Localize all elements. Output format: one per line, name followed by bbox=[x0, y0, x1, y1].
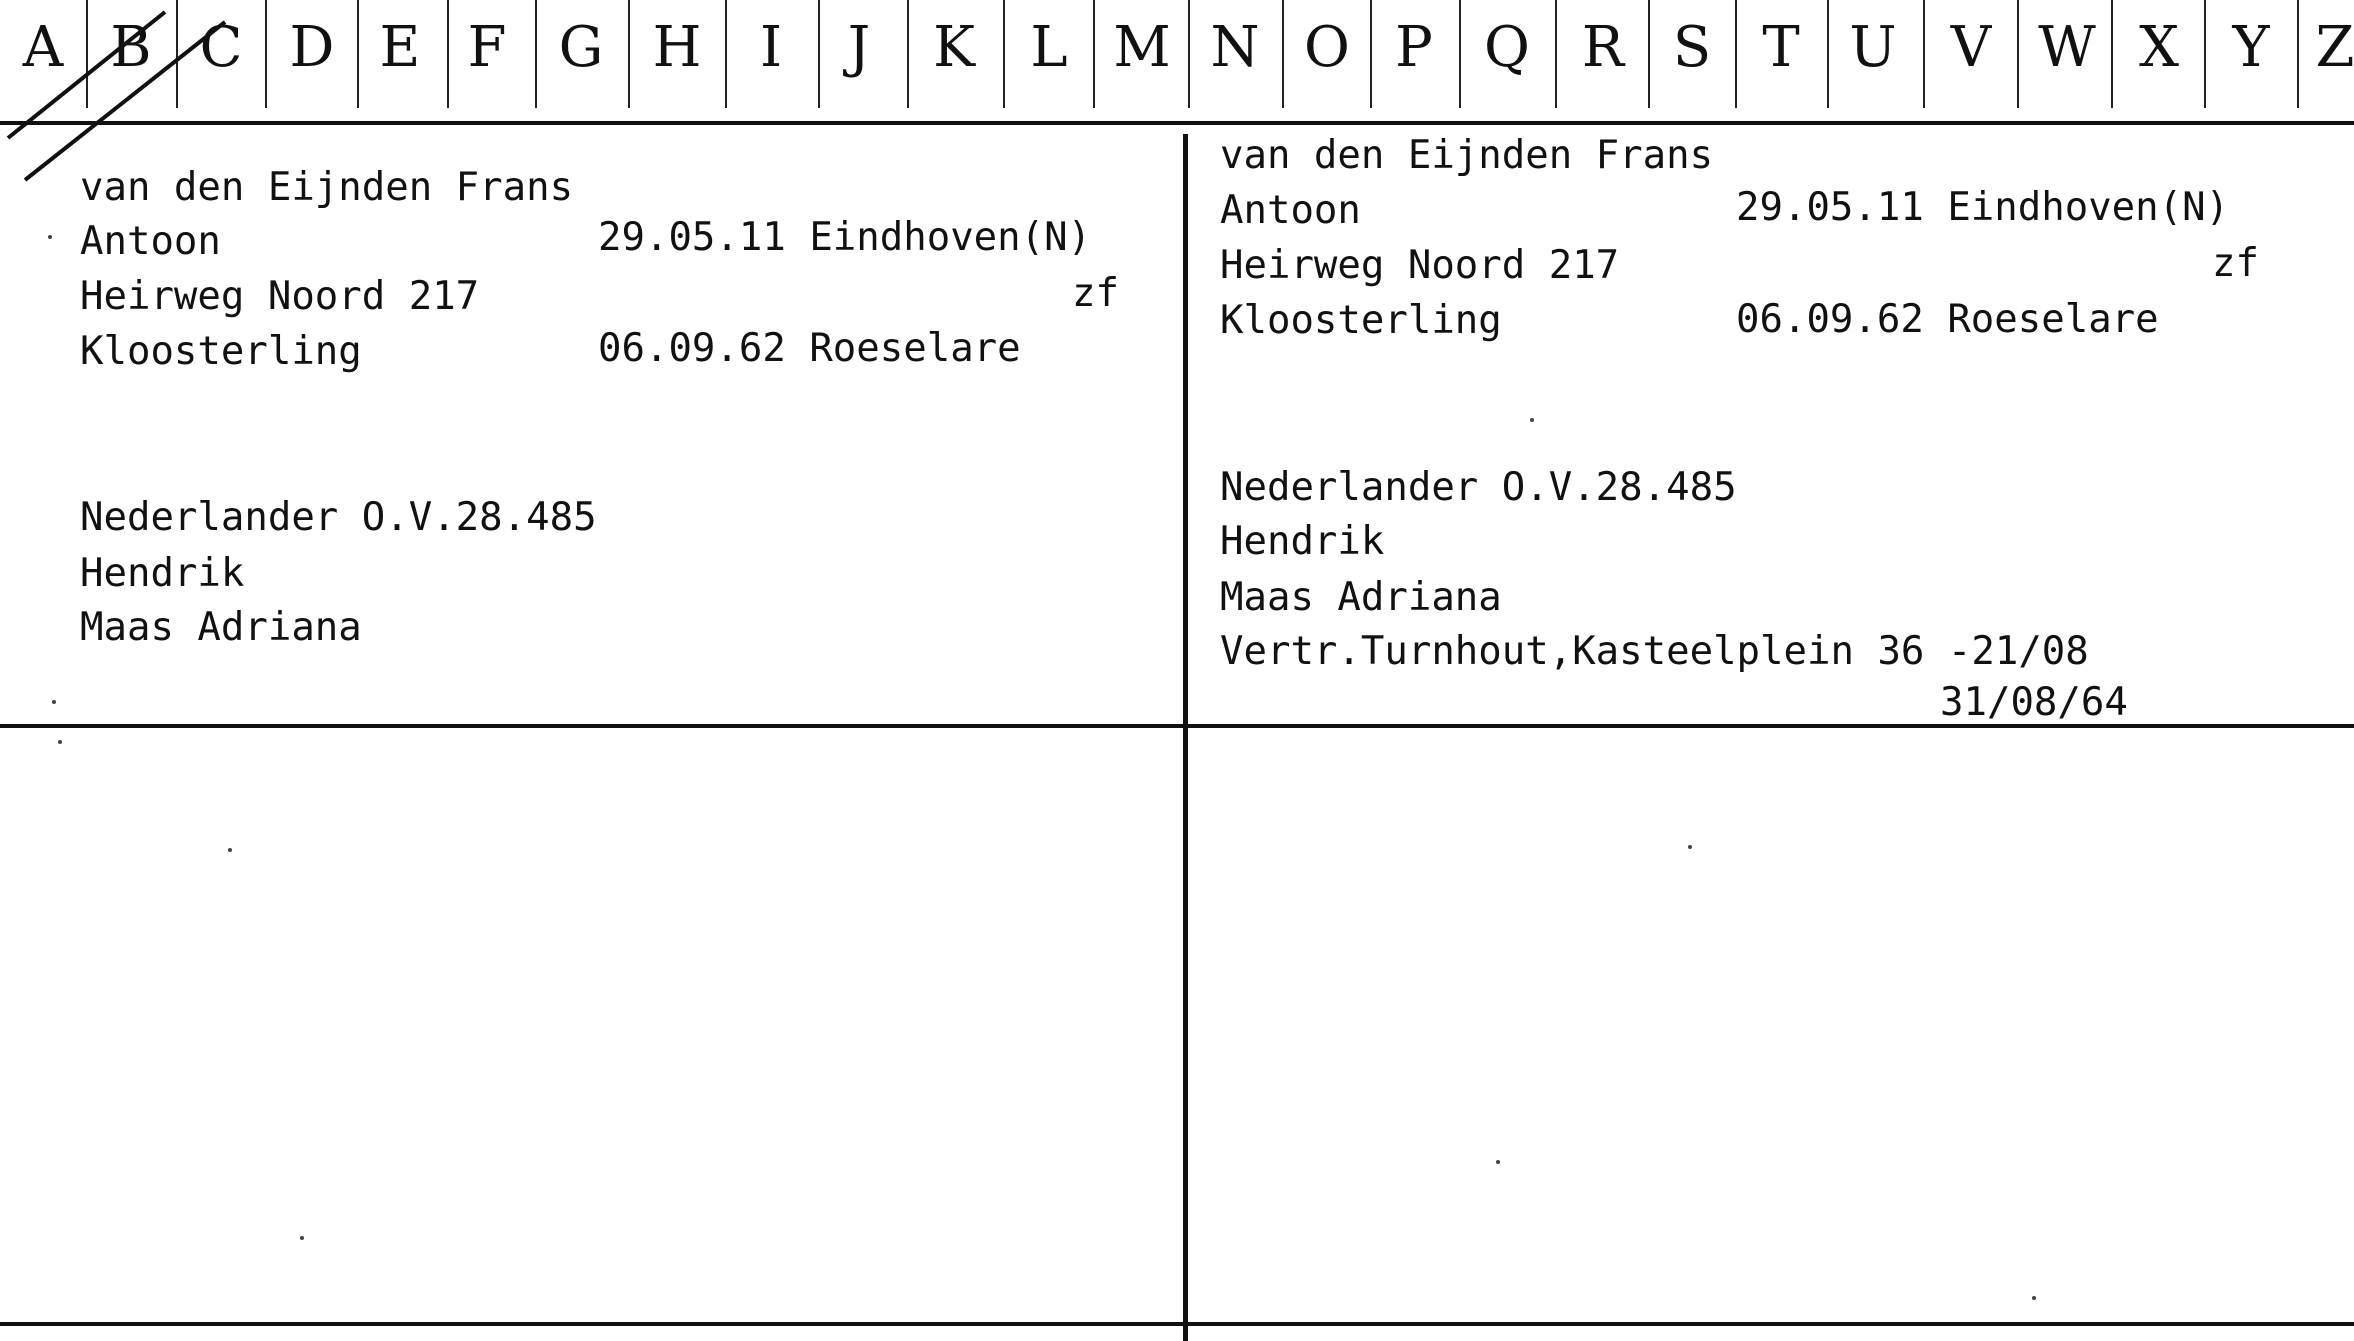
letter-tab-k: K bbox=[933, 15, 975, 80]
letter-tab-e: E bbox=[379, 15, 421, 80]
left-father: Hendrik bbox=[80, 551, 245, 596]
right-departure-date: 31/08/64 bbox=[1940, 680, 2128, 725]
right-address: Heirweg Noord 217 bbox=[1220, 243, 1620, 288]
letter-divider bbox=[2111, 0, 2113, 108]
left-town: Kloosterling bbox=[80, 329, 362, 374]
letter-divider bbox=[1282, 0, 1284, 108]
header-rule bbox=[0, 121, 2354, 125]
letter-divider bbox=[2297, 0, 2299, 108]
letter-divider bbox=[628, 0, 630, 108]
letter-divider bbox=[2204, 0, 2206, 108]
letter-divider bbox=[2017, 0, 2019, 108]
scan-speck bbox=[52, 700, 56, 704]
scan-speck bbox=[58, 740, 62, 744]
letter-tab-h: H bbox=[652, 15, 702, 80]
right-nationality: Nederlander O.V.28.485 bbox=[1220, 465, 1737, 510]
card-divider-vertical bbox=[1183, 134, 1188, 1341]
right-arrival: 06.09.62 Roeselare bbox=[1736, 297, 2159, 342]
right-birth: 29.05.11 Eindhoven(N) bbox=[1736, 185, 2230, 230]
letter-tab-l: L bbox=[1030, 15, 1068, 80]
bottom-rule-right bbox=[1188, 1322, 2354, 1326]
letter-tab-d: D bbox=[289, 15, 335, 80]
left-mother: Maas Adriana bbox=[80, 605, 362, 650]
letter-tab-s: S bbox=[1672, 15, 1712, 80]
scan-speck bbox=[1530, 418, 1534, 422]
letter-tab-g: G bbox=[558, 15, 604, 80]
right-mother: Maas Adriana bbox=[1220, 575, 1502, 620]
letter-divider bbox=[1827, 0, 1829, 108]
letter-tab-q: Q bbox=[1484, 15, 1530, 80]
letter-divider bbox=[1735, 0, 1737, 108]
letter-tab-r: R bbox=[1581, 15, 1625, 80]
scan-speck bbox=[1688, 845, 1692, 849]
letter-divider bbox=[1093, 0, 1095, 108]
letter-divider bbox=[265, 0, 267, 108]
letter-divider bbox=[1459, 0, 1461, 108]
letter-tab-o: O bbox=[1304, 15, 1350, 80]
letter-divider bbox=[725, 0, 727, 108]
left-address: Heirweg Noord 217 bbox=[80, 274, 480, 319]
letter-tab-p: P bbox=[1395, 15, 1433, 80]
letter-tab-f: F bbox=[467, 15, 507, 80]
letter-tab-v: V bbox=[1950, 15, 1992, 80]
scan-speck bbox=[48, 235, 52, 239]
right-card-rule bbox=[1188, 724, 2354, 728]
letter-tab-w: W bbox=[2038, 15, 2096, 80]
left-status: zf bbox=[1072, 271, 1119, 316]
left-card-rule bbox=[0, 724, 1183, 728]
letter-tab-a: A bbox=[22, 15, 64, 80]
letter-tab-c: C bbox=[199, 15, 243, 80]
letter-divider bbox=[907, 0, 909, 108]
letter-tab-i: I bbox=[759, 15, 783, 80]
alphabet-index-strip bbox=[0, 0, 2354, 108]
scan-speck bbox=[1496, 1160, 1500, 1164]
letter-divider bbox=[1188, 0, 1190, 108]
left-nationality: Nederlander O.V.28.485 bbox=[80, 495, 597, 540]
right-father: Hendrik bbox=[1220, 519, 1385, 564]
letter-divider bbox=[447, 0, 449, 108]
letter-tab-y: Y bbox=[2232, 15, 2270, 80]
letter-tab-u: U bbox=[1849, 15, 1897, 80]
letter-tab-n: N bbox=[1210, 15, 1260, 80]
left-first-name: Antoon bbox=[80, 219, 221, 264]
letter-divider bbox=[535, 0, 537, 108]
letter-tab-j: J bbox=[847, 15, 871, 80]
letter-divider bbox=[1370, 0, 1372, 108]
letter-tab-t: T bbox=[1762, 15, 1800, 80]
letter-tab-m: M bbox=[1113, 15, 1171, 80]
right-first-name: Antoon bbox=[1220, 188, 1361, 233]
letter-tab-z: Z bbox=[2315, 15, 2354, 80]
letter-divider bbox=[1555, 0, 1557, 108]
letter-divider bbox=[357, 0, 359, 108]
letter-tab-x: X bbox=[2139, 15, 2179, 80]
right-name-line: van den Eijnden Frans bbox=[1220, 133, 1714, 178]
scan-speck bbox=[2032, 1296, 2036, 1300]
letter-divider bbox=[1923, 0, 1925, 108]
left-birth: 29.05.11 Eindhoven(N) bbox=[598, 215, 1092, 260]
right-status: zf bbox=[2212, 241, 2259, 286]
letter-divider bbox=[818, 0, 820, 108]
letter-divider bbox=[1003, 0, 1005, 108]
scan-speck bbox=[300, 1236, 304, 1240]
letter-divider bbox=[1648, 0, 1650, 108]
bottom-rule-left bbox=[0, 1322, 1183, 1326]
right-departure: Vertr.Turnhout,Kasteelplein 36 -21/08 bbox=[1220, 629, 2089, 674]
left-name-line: van den Eijnden Frans bbox=[80, 165, 574, 210]
scan-speck bbox=[228, 848, 232, 852]
letter-tab-b: B bbox=[110, 15, 152, 80]
left-arrival: 06.09.62 Roeselare bbox=[598, 326, 1021, 371]
right-town: Kloosterling bbox=[1220, 298, 1502, 343]
